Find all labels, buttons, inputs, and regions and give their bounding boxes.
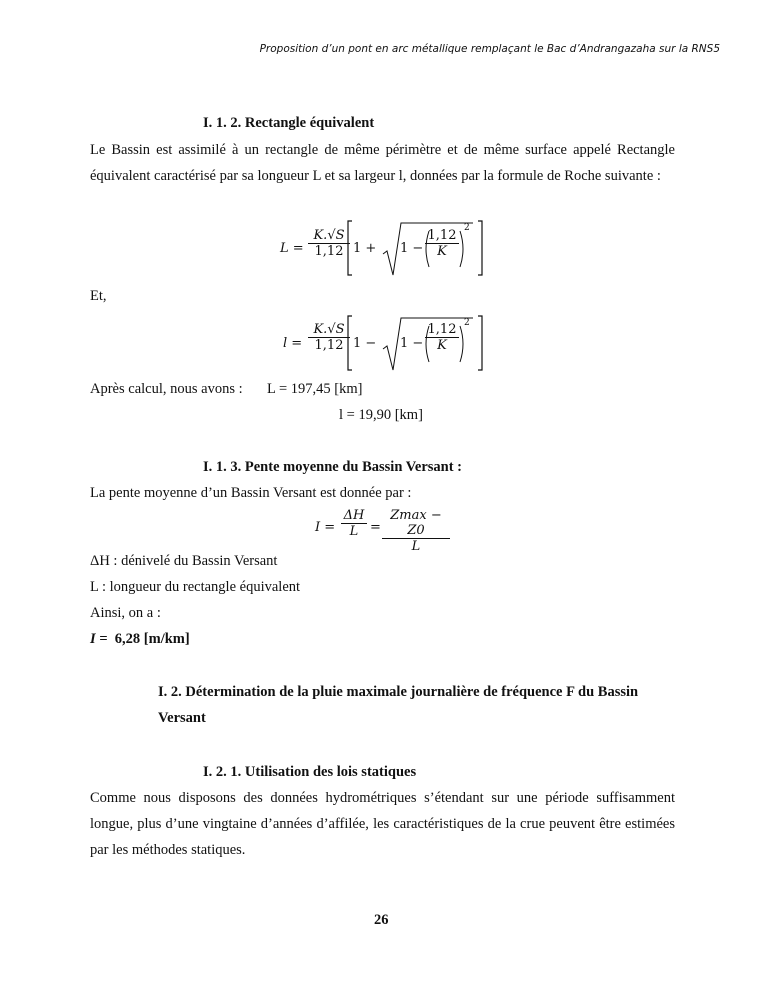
- paragraph-lois: Comme nous disposons des données hydrométriques s’étendant sur une période suffisamment longue, plus d’une vingtaine d’années d’affilée, les caractéristiques de la crue peuvent être estimées par les méthodes statiques.: [90, 790, 675, 858]
- definition-delta-h: ΔH : dénivelé du Bassin Versant: [90, 553, 278, 569]
- text-pente-intro: La pente moyenne d’un Bassin Versant est donnée par :: [90, 485, 412, 501]
- formula-L-den: 1,12: [308, 243, 350, 259]
- section-heading-lois: I. 2. 1. Utilisation des lois statiques: [203, 764, 417, 780]
- result-intro: Après calcul, nous avons :: [90, 381, 243, 397]
- formula-L-lhs: L =: [280, 241, 304, 256]
- result-L-value: L = 197,45 [km]: [267, 381, 363, 397]
- formula-l-fraction: [308, 322, 350, 353]
- definition-L: L : longueur du rectangle équivalent: [90, 579, 301, 595]
- result-pente-symbol: I =: [90, 631, 108, 647]
- formula-l-num: K.√S: [313, 322, 345, 337]
- formula-pente-lhs: I =: [315, 520, 336, 535]
- formula-l-one-minus-a: 1 −: [353, 336, 377, 351]
- formula-l-den: 1,12: [308, 337, 350, 353]
- formula-L-one-plus: 1 +: [353, 241, 377, 256]
- section-heading-pluie-line1: I. 2. Détermination de la pluie maximale journalière de fréquence F du Bassin: [158, 684, 639, 700]
- formula-l-lhs: l =: [283, 336, 303, 351]
- formula-pente-num1: ΔH: [343, 508, 365, 523]
- formula-pente-equals: =: [370, 520, 381, 535]
- formula-L-inner-fraction: [425, 228, 459, 259]
- formula-L-exponent: 2: [464, 223, 470, 233]
- formula-pente-fraction-2: [382, 508, 450, 554]
- section-heading-pente: I. 1. 3. Pente moyenne du Bassin Versant :: [203, 459, 463, 475]
- formula-l-inner-den: K: [425, 337, 459, 353]
- result-pente-value: 6,28 [m/km]: [114, 631, 190, 647]
- formula-l-exponent: 2: [464, 318, 470, 328]
- result-pente: [90, 631, 190, 648]
- formula-L-num: K.√S: [313, 228, 345, 243]
- formula-pente-den2: L: [382, 538, 450, 554]
- paragraph-rectangle: Le Bassin est assimilé à un rectangle de même périmètre et de même surface appelé Rectangle équivalent caractérisé par sa longueur L et sa largeur l, données par la formule de Roche suivante :: [90, 142, 675, 184]
- formula-L-inner-num: 1,12: [427, 228, 457, 243]
- formula-l-one-minus-b: 1 −: [400, 336, 424, 351]
- formula-L-inner-den: K: [425, 243, 459, 259]
- formula-pente-den1: L: [341, 523, 367, 539]
- page-number: 26: [374, 912, 389, 928]
- formula-pente-num2: Zmax − Z0: [390, 508, 442, 538]
- result-l-value: l = 19,90 [km]: [339, 407, 423, 423]
- formula-L-one-minus: 1 −: [400, 241, 424, 256]
- text-ainsi: Ainsi, on a :: [90, 605, 161, 621]
- formula-L-fraction: [308, 228, 350, 259]
- section-heading-pluie-line2: Versant: [158, 710, 206, 726]
- formula-pente-fraction-1: [341, 508, 367, 539]
- text-et: Et,: [90, 288, 107, 304]
- section-heading-rectangle: I. 1. 2. Rectangle équivalent: [203, 115, 375, 131]
- running-header: Proposition d’un pont en arc métallique remplaçant le Bac d’Andrangazaha sur la RNS5: [259, 43, 720, 55]
- formula-l-inner-fraction: [425, 322, 459, 353]
- formula-l-inner-num: 1,12: [427, 322, 457, 337]
